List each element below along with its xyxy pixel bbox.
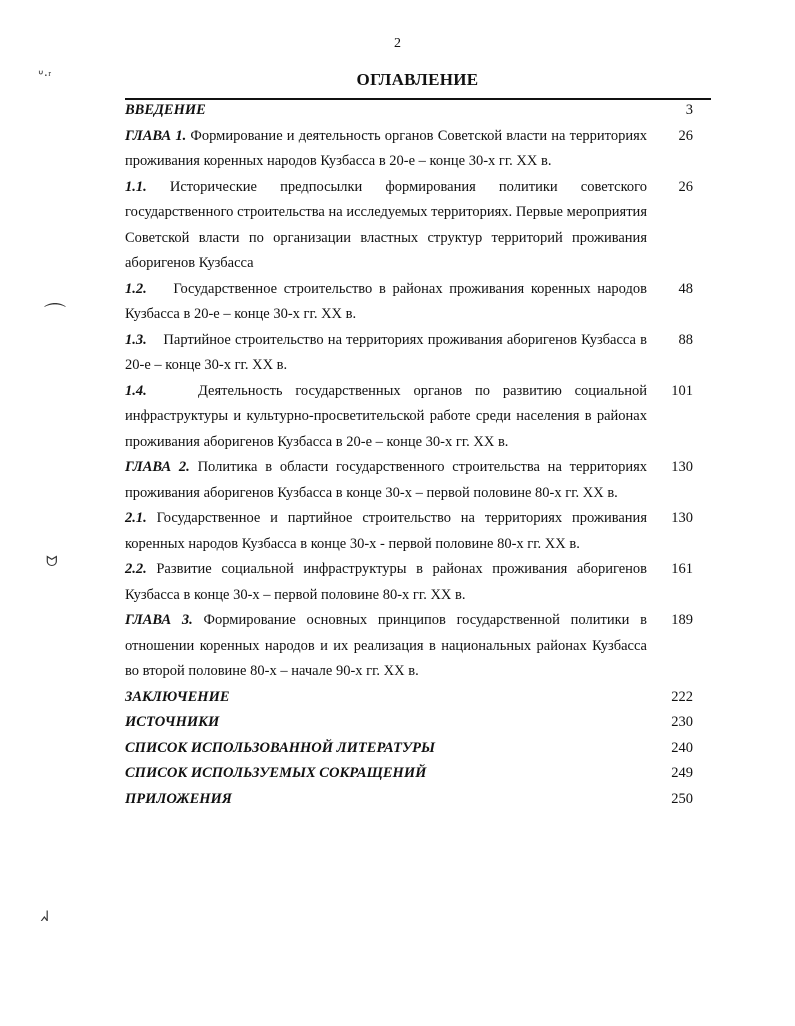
- toc-entry-label: СПИСОК ИСПОЛЬЗУЕМЫХ СОКРАЩЕНИЙ: [125, 765, 427, 781]
- toc-entry-page: 88: [678, 331, 693, 348]
- scan-mark-icon: ᗢ: [46, 555, 58, 570]
- toc-entry-page: 48: [678, 280, 693, 297]
- toc-entry[interactable]: [125, 506, 695, 557]
- toc-entry-page: 130: [671, 459, 693, 475]
- scan-mark-icon: ᐡ·ʳ: [38, 69, 52, 84]
- toc-entry-text: [125, 787, 647, 813]
- toc-entry[interactable]: [125, 277, 695, 328]
- toc-entry-label: ЗАКЛЮЧЕНИЕ: [125, 688, 230, 705]
- toc-entry-label: ВВЕДЕНИЕ: [125, 102, 206, 118]
- table-of-contents: [125, 98, 695, 812]
- toc-entry-text: [125, 506, 651, 557]
- toc-entry[interactable]: [125, 455, 695, 506]
- toc-entry-label: 1.3.: [125, 331, 147, 348]
- toc-entry-page: 161: [671, 561, 693, 577]
- toc-entry-text: [125, 685, 647, 711]
- toc-entry[interactable]: [125, 124, 695, 175]
- toc-entry-page: 3: [685, 102, 693, 118]
- toc-entry-text: [125, 379, 651, 456]
- toc-entry[interactable]: [125, 98, 695, 124]
- toc-entry-text: [125, 608, 651, 685]
- toc-entry[interactable]: [125, 328, 695, 379]
- page-title: ОГЛАВЛЕНИЕ: [356, 70, 479, 89]
- toc-entry-page: 249: [671, 765, 693, 781]
- toc-entry-title: Государственное и партийное строительство на территориях проживания коренных народов Кузбасса в конце 30-х - первой половине 80-х гг. XX в.: [125, 510, 651, 552]
- toc-entry-title: Государственное строительство в районах проживания коренных народов Кузбасса в 20-е – конце 30-х гг. XX в.: [125, 280, 651, 322]
- toc-entry-text: [125, 736, 647, 762]
- toc-entry-title: Деятельность государственных органов по развитию социальной инфраструктуры и культурно-просветительской работе среди населения в районах проживания аборигенов Кузбасса в 20-е – конце 30-х гг. XX в.: [125, 382, 651, 450]
- toc-entry-label: СПИСОК ИСПОЛЬЗОВАННОЙ ЛИТЕРАТУРЫ: [125, 739, 436, 756]
- toc-entry-label: 2.1.: [125, 510, 147, 526]
- toc-entry-title: Партийное строительство на территориях проживания аборигенов Кузбасса в 20-е – конце 30-х гг. XX в.: [125, 331, 651, 373]
- toc-entry-text: [125, 710, 647, 736]
- toc-entry[interactable]: [125, 736, 695, 762]
- toc-entry-label: 1.2.: [125, 280, 147, 297]
- toc-entry[interactable]: [125, 685, 695, 711]
- toc-entry-text: [125, 98, 647, 124]
- toc-entry-text: [125, 175, 651, 277]
- toc-entry-label: ГЛАВА 1.: [125, 127, 187, 144]
- toc-entry-label: ПРИЛОЖЕНИЯ: [125, 790, 232, 807]
- toc-entry[interactable]: [125, 379, 695, 456]
- toc-entry-page: 189: [671, 612, 693, 628]
- toc-entry-label: 2.2.: [125, 561, 147, 577]
- toc-entry-label: 1.4.: [125, 382, 147, 399]
- toc-entry-title: Исторические предпосылки формирования политики советского государственного строительства на исследуемых территориях. Первые мероприятия Советской власти по организации властных структур территорий проживания аборигенов Кузбасса: [125, 178, 651, 271]
- toc-entry-page: 250: [671, 790, 693, 807]
- toc-entry[interactable]: [125, 608, 695, 685]
- toc-entry-text: [125, 277, 651, 328]
- toc-entry-page: 222: [671, 688, 693, 705]
- toc-entry-label: 1.1.: [125, 178, 147, 195]
- toc-entry-title: Политика в области государственного строительства на территориях проживания аборигенов Кузбасса в конце 30-х – первой половине 80-х гг. XX в.: [125, 459, 651, 501]
- toc-entry[interactable]: [125, 787, 695, 813]
- toc-entry-page: 26: [678, 178, 693, 195]
- toc-entry-text: [125, 761, 647, 787]
- toc-entry-page: 230: [671, 714, 693, 730]
- toc-entry-page: 240: [671, 739, 693, 756]
- toc-entry[interactable]: [125, 710, 695, 736]
- toc-entry-page: 130: [671, 510, 693, 526]
- toc-entry[interactable]: [125, 557, 695, 608]
- toc-entry-text: [125, 557, 651, 608]
- toc-entry-title: Развитие социальной инфраструктуры в районах проживания аборигенов Кузбасса в конце 30-х – первой половине 80-х гг. XX в.: [125, 561, 651, 603]
- toc-entry-title: Формирование основных принципов государственной политики в отношении коренных народов и их реализация в национальных районах Кузбасса во второй половине 80-х – начале 90-х гг. XX в.: [125, 612, 651, 679]
- toc-entry-text: [125, 328, 651, 379]
- toc-entry-text: [125, 455, 651, 506]
- toc-entry-label: ГЛАВА 2.: [125, 459, 190, 475]
- scan-mark-icon: ᖽ: [40, 910, 49, 925]
- page-number: 2: [394, 36, 401, 51]
- toc-entry-title: Формирование и деятельность органов Советской власти на территориях проживания коренных народов Кузбасса в 20-е – конце 30-х гг. XX в.: [125, 127, 651, 169]
- toc-entry-label: ГЛАВА 3.: [125, 612, 193, 628]
- toc-entry-page: 26: [678, 127, 693, 144]
- scan-mark-icon: ⌒: [44, 302, 67, 327]
- toc-entry[interactable]: [125, 761, 695, 787]
- toc-entry-label: ИСТОЧНИКИ: [125, 714, 220, 730]
- toc-entry[interactable]: [125, 175, 695, 277]
- toc-entry-text: [125, 124, 651, 175]
- toc-entry-page: 101: [671, 382, 693, 399]
